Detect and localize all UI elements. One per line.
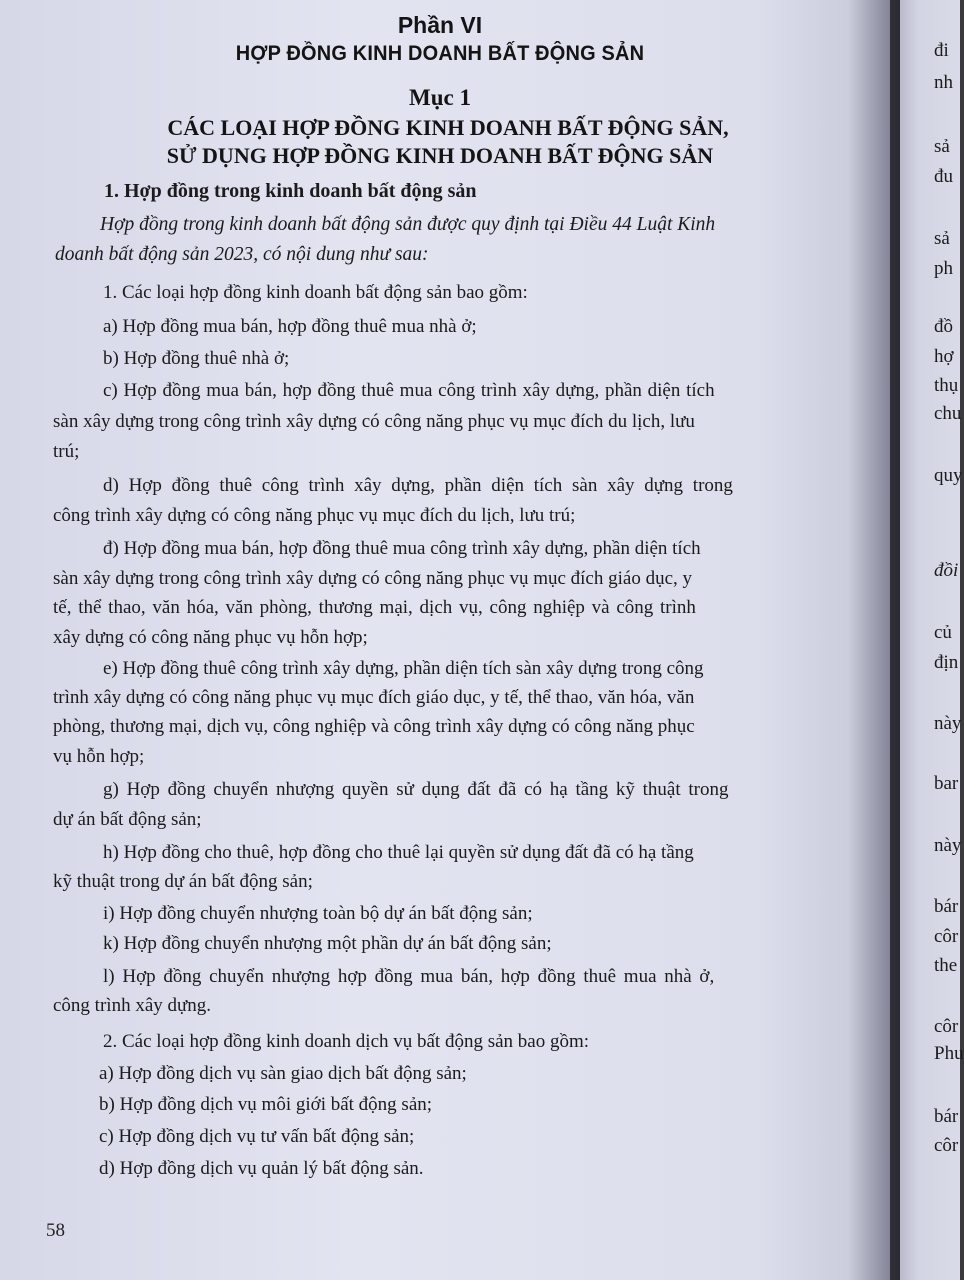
right-fragment: côr xyxy=(934,1135,959,1156)
item-l-line-2: công trình xây dựng. xyxy=(53,995,212,1016)
right-fragment: Phu xyxy=(934,1043,964,1064)
part-title: Phần VI xyxy=(397,12,483,38)
right-fragment: nh xyxy=(934,72,953,93)
item-dd-line-4: xây dựng có công năng phục vụ hỗn hợp; xyxy=(53,627,368,648)
section-heading-line-1: CÁC LOẠI HỢP ĐỒNG KINH DOANH BẤT ĐỘNG SẢN, xyxy=(167,115,729,140)
right-fragment: sả xyxy=(934,228,950,249)
item-d-line-1: d) Hợp đồng thuê công trình xây dựng, phần diện tích sàn xây dựng trong xyxy=(103,475,733,496)
item-c-line-1: c) Hợp đồng mua bán, hợp đồng thuê mua công trình xây dựng, phần diện tích xyxy=(103,380,715,401)
item-dd-line-2: sàn xây dựng trong công trình xây dựng có công năng phục vụ mục đích giáo dục, y xyxy=(53,568,693,589)
right-fragment: địn xyxy=(934,652,959,673)
right-fragment: đồ xyxy=(934,316,953,337)
right-fragment: đu xyxy=(934,166,953,187)
service-item-b: b) Hợp đồng dịch vụ môi giới bất động sản; xyxy=(99,1094,433,1115)
item-d-line-2: công trình xây dựng có công năng phục vụ mục đích du lịch, lưu trú; xyxy=(53,505,576,526)
right-fragment: đồi xyxy=(934,560,959,581)
right-fragment: côr xyxy=(934,926,959,947)
right-fragment: chu xyxy=(934,403,962,424)
paragraph-1: 1. Các loại hợp đồng kinh doanh bất động sản bao gồm: xyxy=(103,282,528,303)
item-i: i) Hợp đồng chuyển nhượng toàn bộ dự án bất động sản; xyxy=(103,903,533,924)
section-title: Mục 1 xyxy=(409,85,471,110)
paragraph-2: 2. Các loại hợp đồng kinh doanh dịch vụ bất động sản bao gồm: xyxy=(103,1031,590,1052)
right-fragment: củ xyxy=(934,622,952,643)
item-e-line-4: vụ hỗn hợp; xyxy=(53,746,145,767)
right-fragment: đi xyxy=(934,40,949,61)
right-fragment: sả xyxy=(934,136,950,157)
item-e-line-3: phòng, thương mại, dịch vụ, công nghiệp và công trình xây dựng có công năng phục xyxy=(53,716,695,737)
item-h-line-2: kỹ thuật trong dự án bất động sản; xyxy=(53,871,313,892)
item-a: a) Hợp đồng mua bán, hợp đồng thuê mua nhà ở; xyxy=(103,316,477,337)
right-fragment: hợ xyxy=(934,346,954,367)
page-number: 58 xyxy=(46,1220,65,1241)
item-b: b) Hợp đồng thuê nhà ở; xyxy=(103,348,290,369)
right-fragment: bár xyxy=(934,896,959,917)
subsection-title: 1. Hợp đồng trong kinh doanh bất động sản xyxy=(104,180,477,202)
right-fragment: côr xyxy=(934,1016,959,1037)
book-gutter-shadow xyxy=(848,0,908,1280)
item-l-line-1: l) Hợp đồng chuyển nhượng hợp đồng mua bán, hợp đồng thuê mua nhà ở, xyxy=(103,966,715,987)
right-fragment: này xyxy=(934,835,962,856)
section-heading-line-2: SỬ DỤNG HỢP ĐỒNG KINH DOANH BẤT ĐỘNG SẢN xyxy=(166,143,714,168)
item-dd-line-1: đ) Hợp đồng mua bán, hợp đồng thuê mua công trình xây dựng, phần diện tích xyxy=(103,538,701,559)
service-item-c: c) Hợp đồng dịch vụ tư vấn bất động sản; xyxy=(99,1126,415,1147)
right-fragment: thụ xyxy=(934,375,959,396)
item-e-line-2: trình xây dựng có công năng phục vụ mục đích giáo dục, y tế, thể thao, văn hóa, văn xyxy=(53,687,695,708)
item-c-line-3: trú; xyxy=(53,441,80,462)
item-g-line-2: dự án bất động sản; xyxy=(53,809,202,830)
intro-line-2: doanh bất động sản 2023, có nội dung như sau: xyxy=(55,244,429,265)
right-fragment: này xyxy=(934,713,962,734)
right-fragment: bár xyxy=(934,1106,959,1127)
right-fragment: quy xyxy=(934,465,963,486)
right-fragment: the xyxy=(934,955,958,976)
service-item-d: d) Hợp đồng dịch vụ quản lý bất động sản. xyxy=(99,1158,424,1179)
right-fragment: bar xyxy=(934,773,959,794)
item-k: k) Hợp đồng chuyển nhượng một phần dự án bất động sản; xyxy=(103,933,552,954)
item-g-line-1: g) Hợp đồng chuyển nhượng quyền sử dụng đất đã có hạ tầng kỹ thuật trong xyxy=(103,779,729,800)
item-e-line-1: e) Hợp đồng thuê công trình xây dựng, phần diện tích sàn xây dựng trong công xyxy=(103,658,704,679)
service-item-a: a) Hợp đồng dịch vụ sàn giao dịch bất động sản; xyxy=(99,1063,467,1084)
part-subtitle: HỢP ĐỒNG KINH DOANH BẤT ĐỘNG SẢN xyxy=(235,42,645,65)
item-h-line-1: h) Hợp đồng cho thuê, hợp đồng cho thuê lại quyền sử dụng đất đã có hạ tầng xyxy=(103,842,694,863)
right-fragment: ph xyxy=(934,258,953,279)
item-c-line-2: sàn xây dựng trong công trình xây dựng có công năng phục vụ mục đích du lịch, lưu xyxy=(53,411,695,432)
item-dd-line-3: tế, thể thao, văn hóa, văn phòng, thương mại, dịch vụ, công nghiệp và công trình xyxy=(53,597,696,618)
intro-line-1: Hợp đồng trong kinh doanh bất động sản được quy định tại Điều 44 Luật Kinh xyxy=(100,214,716,235)
